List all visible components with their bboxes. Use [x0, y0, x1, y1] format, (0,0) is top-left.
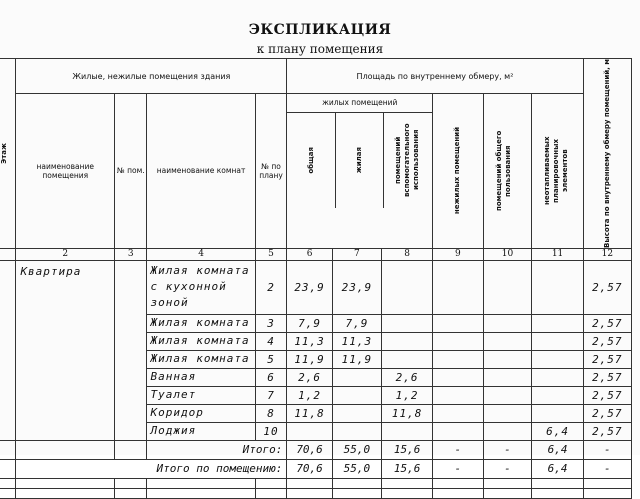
header-plan-no: № по плану — [255, 94, 287, 249]
area-nonresidential — [433, 368, 483, 386]
area-total: 2,6 — [287, 368, 332, 386]
plan-number: 2 — [255, 260, 287, 314]
plan-number: 8 — [255, 404, 287, 422]
room-name: Жилая комната — [147, 332, 255, 350]
area-living — [332, 386, 381, 404]
room-name: Жилая комната — [147, 314, 255, 332]
blank-row — [0, 478, 632, 488]
room-name: Жилая комната с кухонной зоной — [147, 260, 255, 314]
area-unheated — [532, 314, 583, 332]
area-unheated — [532, 332, 583, 350]
header-common: помещений общего пользования — [483, 94, 532, 249]
header-living-premises: жилых помещений — [287, 94, 432, 112]
grand-total-row: Итого по помещению: 70,6 55,0 15,6 - - 6,4 - — [0, 459, 632, 478]
area-living — [332, 368, 381, 386]
header-height: Высота по внутреннему обмеру помещений, м — [583, 59, 631, 249]
area-common — [483, 422, 532, 440]
area-unheated — [532, 368, 583, 386]
area-nonresidential — [433, 314, 483, 332]
column-number-row: 2 3 4 5 6 7 8 9 10 11 12 — [0, 248, 632, 260]
table-row — [0, 260, 632, 314]
area-common — [483, 350, 532, 368]
area-nonresidential — [433, 350, 483, 368]
floor-cell — [0, 260, 16, 440]
plan-number: 3 — [255, 314, 287, 332]
area-total: 1,2 — [287, 386, 332, 404]
area-living — [332, 404, 381, 422]
area-auxiliary — [382, 350, 433, 368]
header-nonresidential: нежилых помещений — [433, 94, 483, 249]
room-name: Жилая комната — [147, 350, 255, 368]
header-room-name: наименование помещения — [16, 94, 115, 249]
room-name: Ванная — [147, 368, 255, 386]
area-total: 11,8 — [287, 404, 332, 422]
header-area-group: Площадь по внутреннему обмеру, м² — [287, 59, 583, 94]
blank-row — [0, 488, 632, 498]
area-nonresidential — [433, 386, 483, 404]
area-auxiliary: 1,2 — [382, 386, 433, 404]
plan-number: 6 — [255, 368, 287, 386]
document-subtitle: к плану помещения — [256, 42, 384, 56]
area-nonresidential — [433, 422, 483, 440]
area-unheated — [532, 260, 583, 314]
plan-number: 5 — [255, 350, 287, 368]
area-nonresidential — [433, 404, 483, 422]
room-height: 2,57 — [583, 422, 631, 440]
area-auxiliary — [382, 422, 433, 440]
area-unheated — [532, 350, 583, 368]
header-living: жилая — [336, 112, 384, 208]
header-total: общая — [287, 112, 335, 208]
plan-number: 7 — [255, 386, 287, 404]
room-name: Коридор — [147, 404, 255, 422]
area-common — [483, 386, 532, 404]
area-auxiliary — [382, 332, 433, 350]
area-auxiliary — [382, 260, 433, 314]
area-common — [483, 314, 532, 332]
header-floor: Этаж — [0, 59, 16, 249]
room-name: Туалет — [147, 386, 255, 404]
area-common — [483, 332, 532, 350]
area-unheated: 6,4 — [532, 422, 583, 440]
area-living — [332, 422, 381, 440]
area-living: 7,9 — [332, 314, 381, 332]
header-auxiliary: помещений вспомогательного использования — [394, 123, 421, 198]
document-title: ЭКСПЛИКАЦИЯ — [248, 22, 392, 38]
room-height: 2,57 — [583, 386, 631, 404]
area-living: 23,9 — [332, 260, 381, 314]
room-height: 2,57 — [583, 260, 631, 314]
area-auxiliary — [382, 314, 433, 332]
room-height: 2,57 — [583, 404, 631, 422]
area-total — [287, 422, 332, 440]
area-total: 23,9 — [287, 260, 332, 314]
area-total: 7,9 — [287, 314, 332, 332]
header-living-group — [287, 94, 433, 249]
premise-name: Квартира — [16, 260, 115, 440]
room-height: 2,57 — [583, 368, 631, 386]
header-room-no: № пом. — [115, 94, 147, 249]
room-name: Лоджия — [147, 422, 255, 440]
area-common — [483, 368, 532, 386]
plan-number: 4 — [255, 332, 287, 350]
room-height: 2,57 — [583, 314, 631, 332]
area-unheated — [532, 404, 583, 422]
area-auxiliary: 11,8 — [382, 404, 433, 422]
plan-number: 10 — [255, 422, 287, 440]
area-common — [483, 404, 532, 422]
area-nonresidential — [433, 332, 483, 350]
header-premises-group: Жилые, нежилые помещения здания — [16, 59, 287, 94]
area-auxiliary: 2,6 — [382, 368, 433, 386]
subtotal-row: Итого: 70,6 55,0 15,6 - - 6,4 - — [0, 440, 632, 459]
area-total: 11,3 — [287, 332, 332, 350]
explication-table — [0, 58, 632, 499]
room-height: 2,57 — [583, 332, 631, 350]
header-subroom-name: наименование комнат — [147, 94, 255, 249]
area-total: 11,9 — [287, 350, 332, 368]
room-height: 2,57 — [583, 350, 631, 368]
premise-no — [115, 260, 147, 440]
area-nonresidential — [433, 260, 483, 314]
area-living: 11,9 — [332, 350, 381, 368]
area-unheated — [532, 386, 583, 404]
area-common — [483, 260, 532, 314]
header-unheated: неотапливаемых планировочных элементов — [532, 94, 583, 249]
area-living: 11,3 — [332, 332, 381, 350]
